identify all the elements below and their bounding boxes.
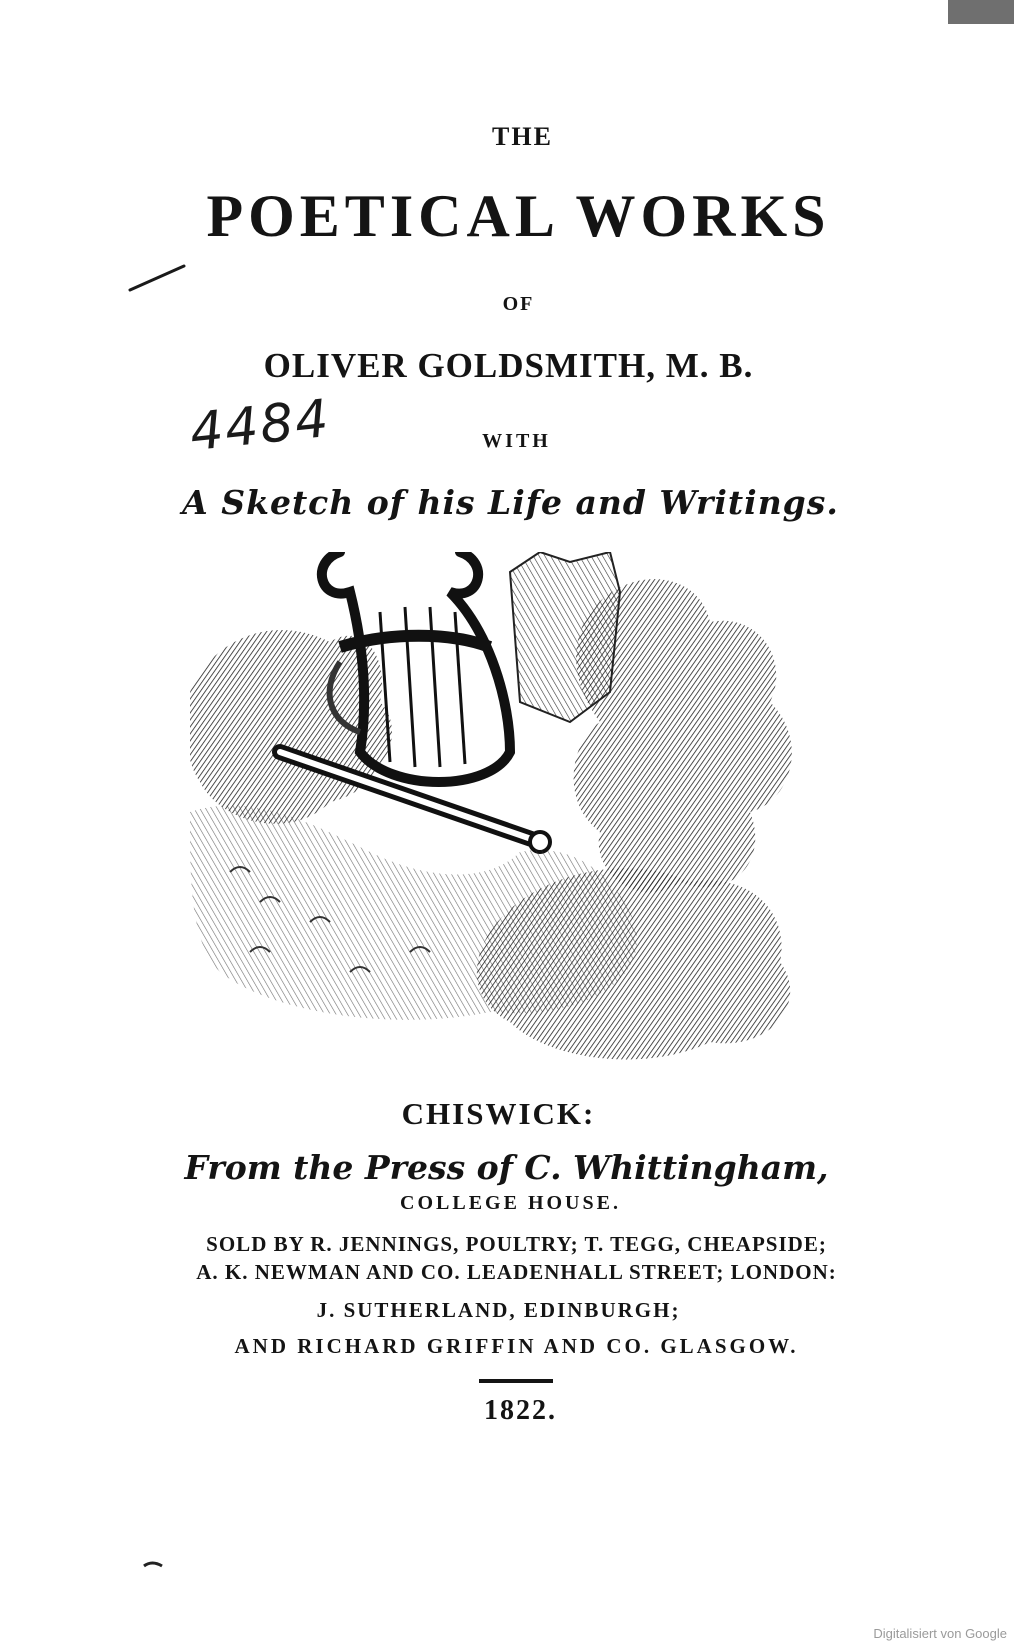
engraving-lyre-and-flute-illustration [190, 552, 830, 1072]
digitization-watermark: Digitalisiert von Google [873, 1626, 1007, 1641]
publication-year: 1822. [484, 1395, 557, 1426]
sold-by-line-1: SOLD BY R. JENNINGS, POULTRY; T. TEGG, CHEAPSIDE; [206, 1232, 827, 1256]
title-of: OF [502, 293, 535, 315]
imprint-press-house: COLLEGE HOUSE. [400, 1192, 621, 1214]
author-name: OLIVER GOLDSMITH, M. B. [263, 346, 754, 385]
page-edge-mark [948, 0, 1014, 24]
handwritten-shelfmark: 4484 [187, 388, 334, 464]
pen-stroke-mark [128, 262, 188, 294]
sold-by-line-4: AND RICHARD GRIFFIN AND CO. GLASGOW. [234, 1334, 799, 1358]
divider-rule [479, 1379, 553, 1383]
stray-ink-mark [142, 1560, 166, 1570]
imprint-press: From the Press of C. Whittingham, [184, 1148, 829, 1187]
book-title: POETICAL WORKS [206, 183, 831, 249]
subtitle: A Sketch of his Life and Writings. [182, 483, 839, 522]
title-with: WITH [482, 430, 551, 452]
imprint-place: CHISWICK: [401, 1096, 596, 1131]
sold-by-line-2: A. K. NEWMAN AND CO. LEADENHALL STREET; LONDON: [196, 1260, 837, 1284]
title-article: THE [492, 122, 553, 151]
sold-by-line-3: J. SUTHERLAND, EDINBURGH; [316, 1298, 681, 1322]
